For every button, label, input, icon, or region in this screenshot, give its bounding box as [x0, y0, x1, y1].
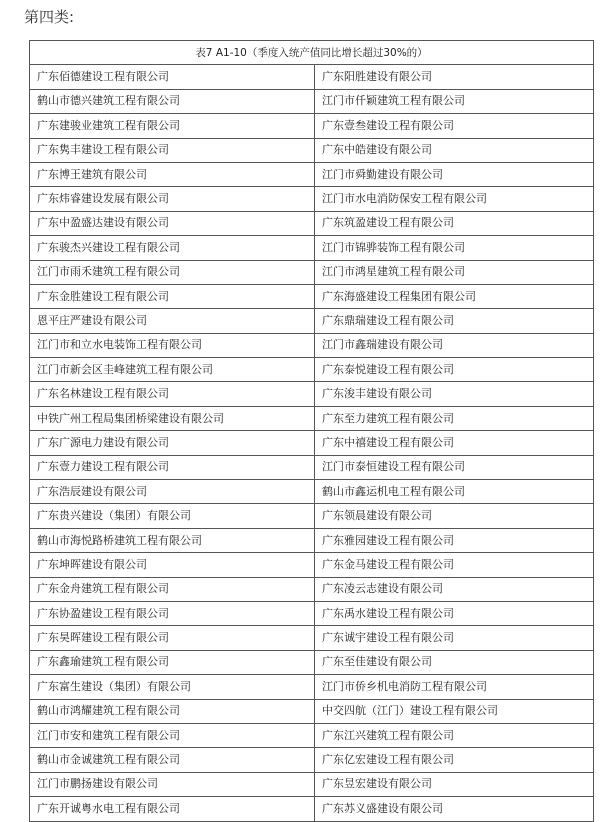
- company-name-left: 江门市安和建筑工程有限公司: [30, 723, 315, 747]
- table-row: [30, 723, 594, 747]
- company-name-right: 广东亿宏建设工程有限公司: [315, 748, 594, 772]
- company-name-right: 广东至力建筑工程有限公司: [315, 406, 594, 430]
- table-row: [30, 480, 594, 504]
- company-name-right: 江门市锦骅装饰工程有限公司: [315, 236, 594, 260]
- company-name-right: 鹤山市鑫运机电工程有限公司: [315, 480, 594, 504]
- company-name-left: 广东协盈建设工程有限公司: [30, 601, 315, 625]
- company-name-right: 广东雅园建设工程有限公司: [315, 528, 594, 552]
- company-name-left: 鹤山市鸿耀建筑工程有限公司: [30, 699, 315, 723]
- table-row: [30, 675, 594, 699]
- table-row: [30, 577, 594, 601]
- table-row: [30, 699, 594, 723]
- table-row: [30, 309, 594, 333]
- table-row: [30, 65, 594, 89]
- company-name-left: 江门市新会区圭峰建筑工程有限公司: [30, 358, 315, 382]
- table-row: [30, 236, 594, 260]
- company-name-left: 广东昊晖建设工程有限公司: [30, 626, 315, 650]
- company-name-right: 广东金马建设工程有限公司: [315, 553, 594, 577]
- table-row: [30, 553, 594, 577]
- company-name-right: 广东凌云志建设有限公司: [315, 577, 594, 601]
- company-name-left: 广东隽丰建设工程有限公司: [30, 138, 315, 162]
- table-row: [30, 382, 594, 406]
- company-name-right: 广东筑盈建设工程有限公司: [315, 211, 594, 235]
- section-heading: 第四类:: [24, 8, 75, 26]
- company-name-left: 广东壹力建设工程有限公司: [30, 455, 315, 479]
- table-row: [30, 748, 594, 772]
- company-name-left: 江门市雨禾建筑工程有限公司: [30, 260, 315, 284]
- company-name-left: 江门市鹏扬建设有限公司: [30, 772, 315, 796]
- company-name-left: 广东坤晖建设有限公司: [30, 553, 315, 577]
- company-name-left: 广东炜睿建设发展有限公司: [30, 187, 315, 211]
- company-name-right: 广东中皓建设有限公司: [315, 138, 594, 162]
- company-name-left: 广东广源电力建设有限公司: [30, 431, 315, 455]
- company-name-right: 广东海盛建设工程集团有限公司: [315, 284, 594, 308]
- company-name-left: 鹤山市金诚建筑工程有限公司: [30, 748, 315, 772]
- company-name-right: 中交四航（江门）建设工程有限公司: [315, 699, 594, 723]
- company-name-right: 广东壹叁建设工程有限公司: [315, 114, 594, 138]
- company-name-left: 鹤山市德兴建筑工程有限公司: [30, 89, 315, 113]
- company-name-right: 广东江兴建筑工程有限公司: [315, 723, 594, 747]
- company-name-right: 广东昱宏建设有限公司: [315, 772, 594, 796]
- table-row: [30, 284, 594, 308]
- table-row: [30, 333, 594, 357]
- company-name-right: 广东中禧建设工程有限公司: [315, 431, 594, 455]
- company-name-left: 广东名林建设工程有限公司: [30, 382, 315, 406]
- company-name-left: 广东骏杰兴建设工程有限公司: [30, 236, 315, 260]
- company-name-left: 广东佰德建设工程有限公司: [30, 65, 315, 89]
- company-name-right: 江门市侨乡机电消防工程有限公司: [315, 675, 594, 699]
- company-name-left: 广东富生建设（集团）有限公司: [30, 675, 315, 699]
- table-row: [30, 89, 594, 113]
- company-name-left: 广东中盈盛达建设有限公司: [30, 211, 315, 235]
- company-name-right: 广东领晨建设有限公司: [315, 504, 594, 528]
- table-row: [30, 187, 594, 211]
- company-name-left: 恩平庄严建设有限公司: [30, 309, 315, 333]
- table-row: [30, 260, 594, 284]
- company-table: [29, 40, 594, 822]
- company-name-left: 广东博王建筑有限公司: [30, 162, 315, 186]
- company-name-right: 江门市泰恒建设工程有限公司: [315, 455, 594, 479]
- company-name-left: 广东金胜建设工程有限公司: [30, 284, 315, 308]
- company-name-right: 江门市鑫瑞建设有限公司: [315, 333, 594, 357]
- company-name-left: 江门市和立水电装饰工程有限公司: [30, 333, 315, 357]
- company-name-left: 广东金舟建筑工程有限公司: [30, 577, 315, 601]
- table-row: [30, 358, 594, 382]
- table-row: [30, 504, 594, 528]
- company-name-left: 广东建骏业建筑工程有限公司: [30, 114, 315, 138]
- company-name-right: 广东鼎瑞建设工程有限公司: [315, 309, 594, 333]
- table-row: [30, 626, 594, 650]
- company-name-left: 广东鑫瑜建筑工程有限公司: [30, 650, 315, 674]
- table-caption: 表7 A1-10（季度入统产值同比增长超过30%的）: [30, 41, 594, 65]
- table-row: [30, 431, 594, 455]
- table-row: [30, 455, 594, 479]
- company-name-left: 广东开诚粤水电工程有限公司: [30, 797, 315, 821]
- company-name-right: 广东至佳建设有限公司: [315, 650, 594, 674]
- table-row: [30, 211, 594, 235]
- table-row: [30, 650, 594, 674]
- company-name-right: 江门市鸿星建筑工程有限公司: [315, 260, 594, 284]
- company-name-right: 江门市水电消防保安工程有限公司: [315, 187, 594, 211]
- company-name-right: 广东诚宇建设工程有限公司: [315, 626, 594, 650]
- company-name-right: 江门市舜勤建设有限公司: [315, 162, 594, 186]
- table-row: [30, 797, 594, 821]
- table-caption-row: [30, 41, 594, 65]
- company-name-right: 广东阳胜建设有限公司: [315, 65, 594, 89]
- company-name-left: 中铁广州工程局集团桥梁建设有限公司: [30, 406, 315, 430]
- company-name-right: 广东禹水建设工程有限公司: [315, 601, 594, 625]
- company-name-right: 广东苏义盛建设有限公司: [315, 797, 594, 821]
- table-row: [30, 772, 594, 796]
- table-row: [30, 528, 594, 552]
- company-name-left: 鹤山市海悦路桥建筑工程有限公司: [30, 528, 315, 552]
- company-name-right: 广东泰悦建设工程有限公司: [315, 358, 594, 382]
- table-row: [30, 162, 594, 186]
- company-name-right: 江门市仟颖建筑工程有限公司: [315, 89, 594, 113]
- company-name-left: 广东浩辰建设有限公司: [30, 480, 315, 504]
- company-name-left: 广东贵兴建设（集团）有限公司: [30, 504, 315, 528]
- table-row: [30, 601, 594, 625]
- table-row: [30, 406, 594, 430]
- table-row: [30, 114, 594, 138]
- company-name-right: 广东浚丰建设有限公司: [315, 382, 594, 406]
- table-row: [30, 138, 594, 162]
